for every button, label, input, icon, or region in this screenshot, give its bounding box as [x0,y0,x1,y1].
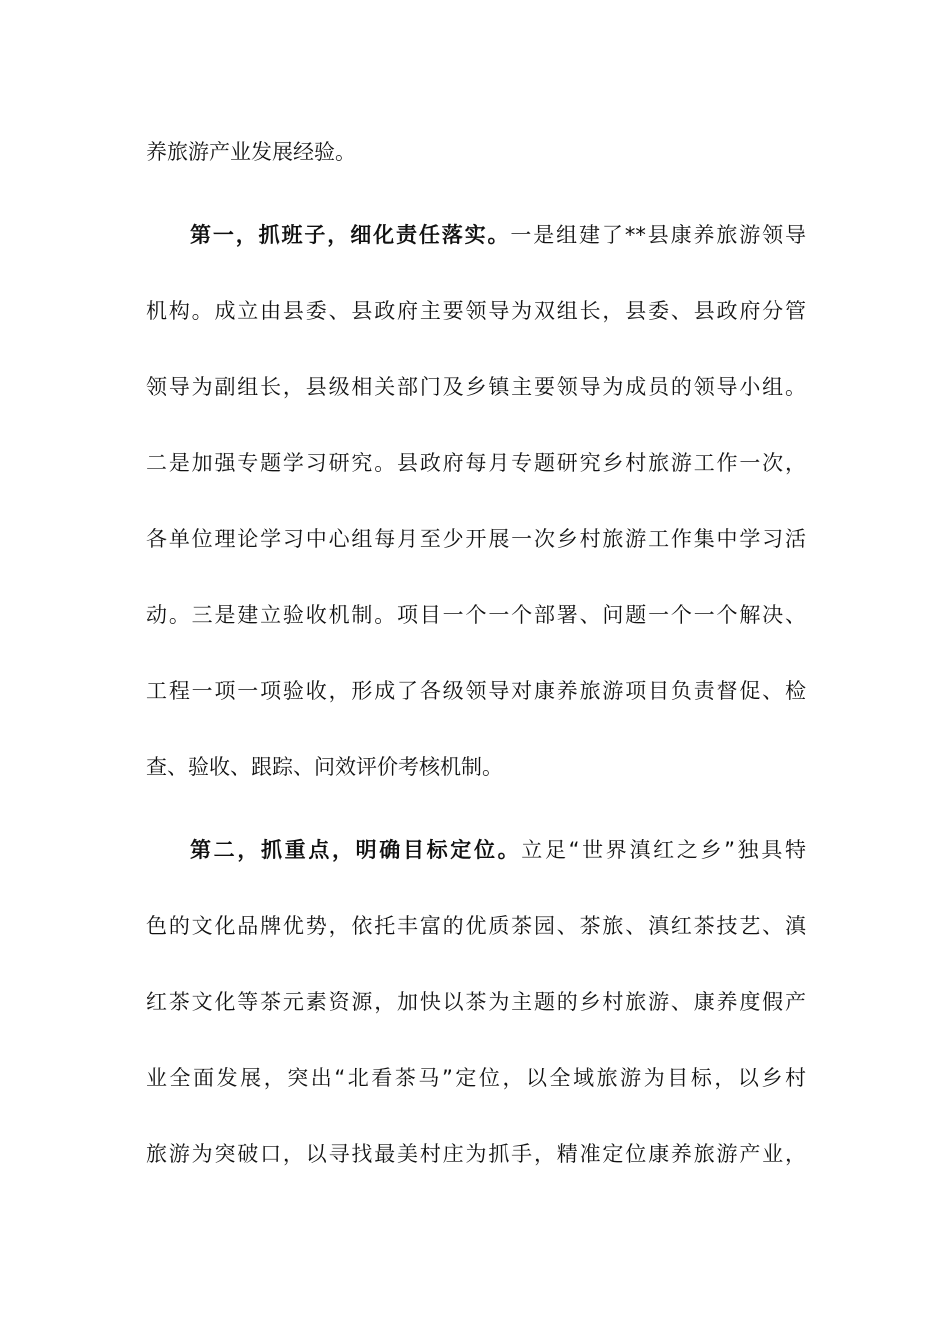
text-line: 动。三是建立验收机制。项目一个一个部署、问题一个一个解决、 [146,603,806,627]
text-line: 业全面发展，突出“北看茶马”定位，以全域旅游为目标，以乡村 [146,1066,806,1090]
section-heading: 第二，抓重点，明确目标定位。 [190,838,522,862]
text-line: 领导为副组长，县级相关部门及乡镇主要领导为成员的领导小组。 [146,375,806,399]
text-line: 二是加强专题学习研究。县政府每月专题研究乡村旅游工作一次， [146,451,806,475]
text-line: 旅游为突破口，以寻找最美村庄为抓手，精准定位康养旅游产业， [146,1142,806,1166]
text-line: 查、验收、跟踪、问效评价考核机制。 [146,755,503,779]
text-line: 红茶文化等茶元素资源，加快以茶为主题的乡村旅游、康养度假产 [146,990,806,1014]
text-line: 各单位理论学习中心组每月至少开展一次乡村旅游工作集中学习活 [146,527,806,551]
paragraph-first-line [146,215,806,255]
text-line: 机构。成立由县委、县政府主要领导为双组长，县委、县政府分管 [146,299,806,323]
paragraph-text: 一是组建了**县康养旅游领导 [510,223,806,247]
paragraph-text: 立足“世界滇红之乡”独具特 [521,838,806,862]
text-line: 色的文化品牌优势，依托丰富的优质茶园、茶旅、滇红茶技艺、滇 [146,914,806,938]
paragraph-first-line [146,830,806,870]
text-line: 养旅游产业发展经验。 [146,140,356,164]
text-line: 工程一项一项验收，形成了各级领导对康养旅游项目负责督促、检 [146,679,806,703]
section-heading: 第一，抓班子，细化责任落实。 [190,223,511,247]
